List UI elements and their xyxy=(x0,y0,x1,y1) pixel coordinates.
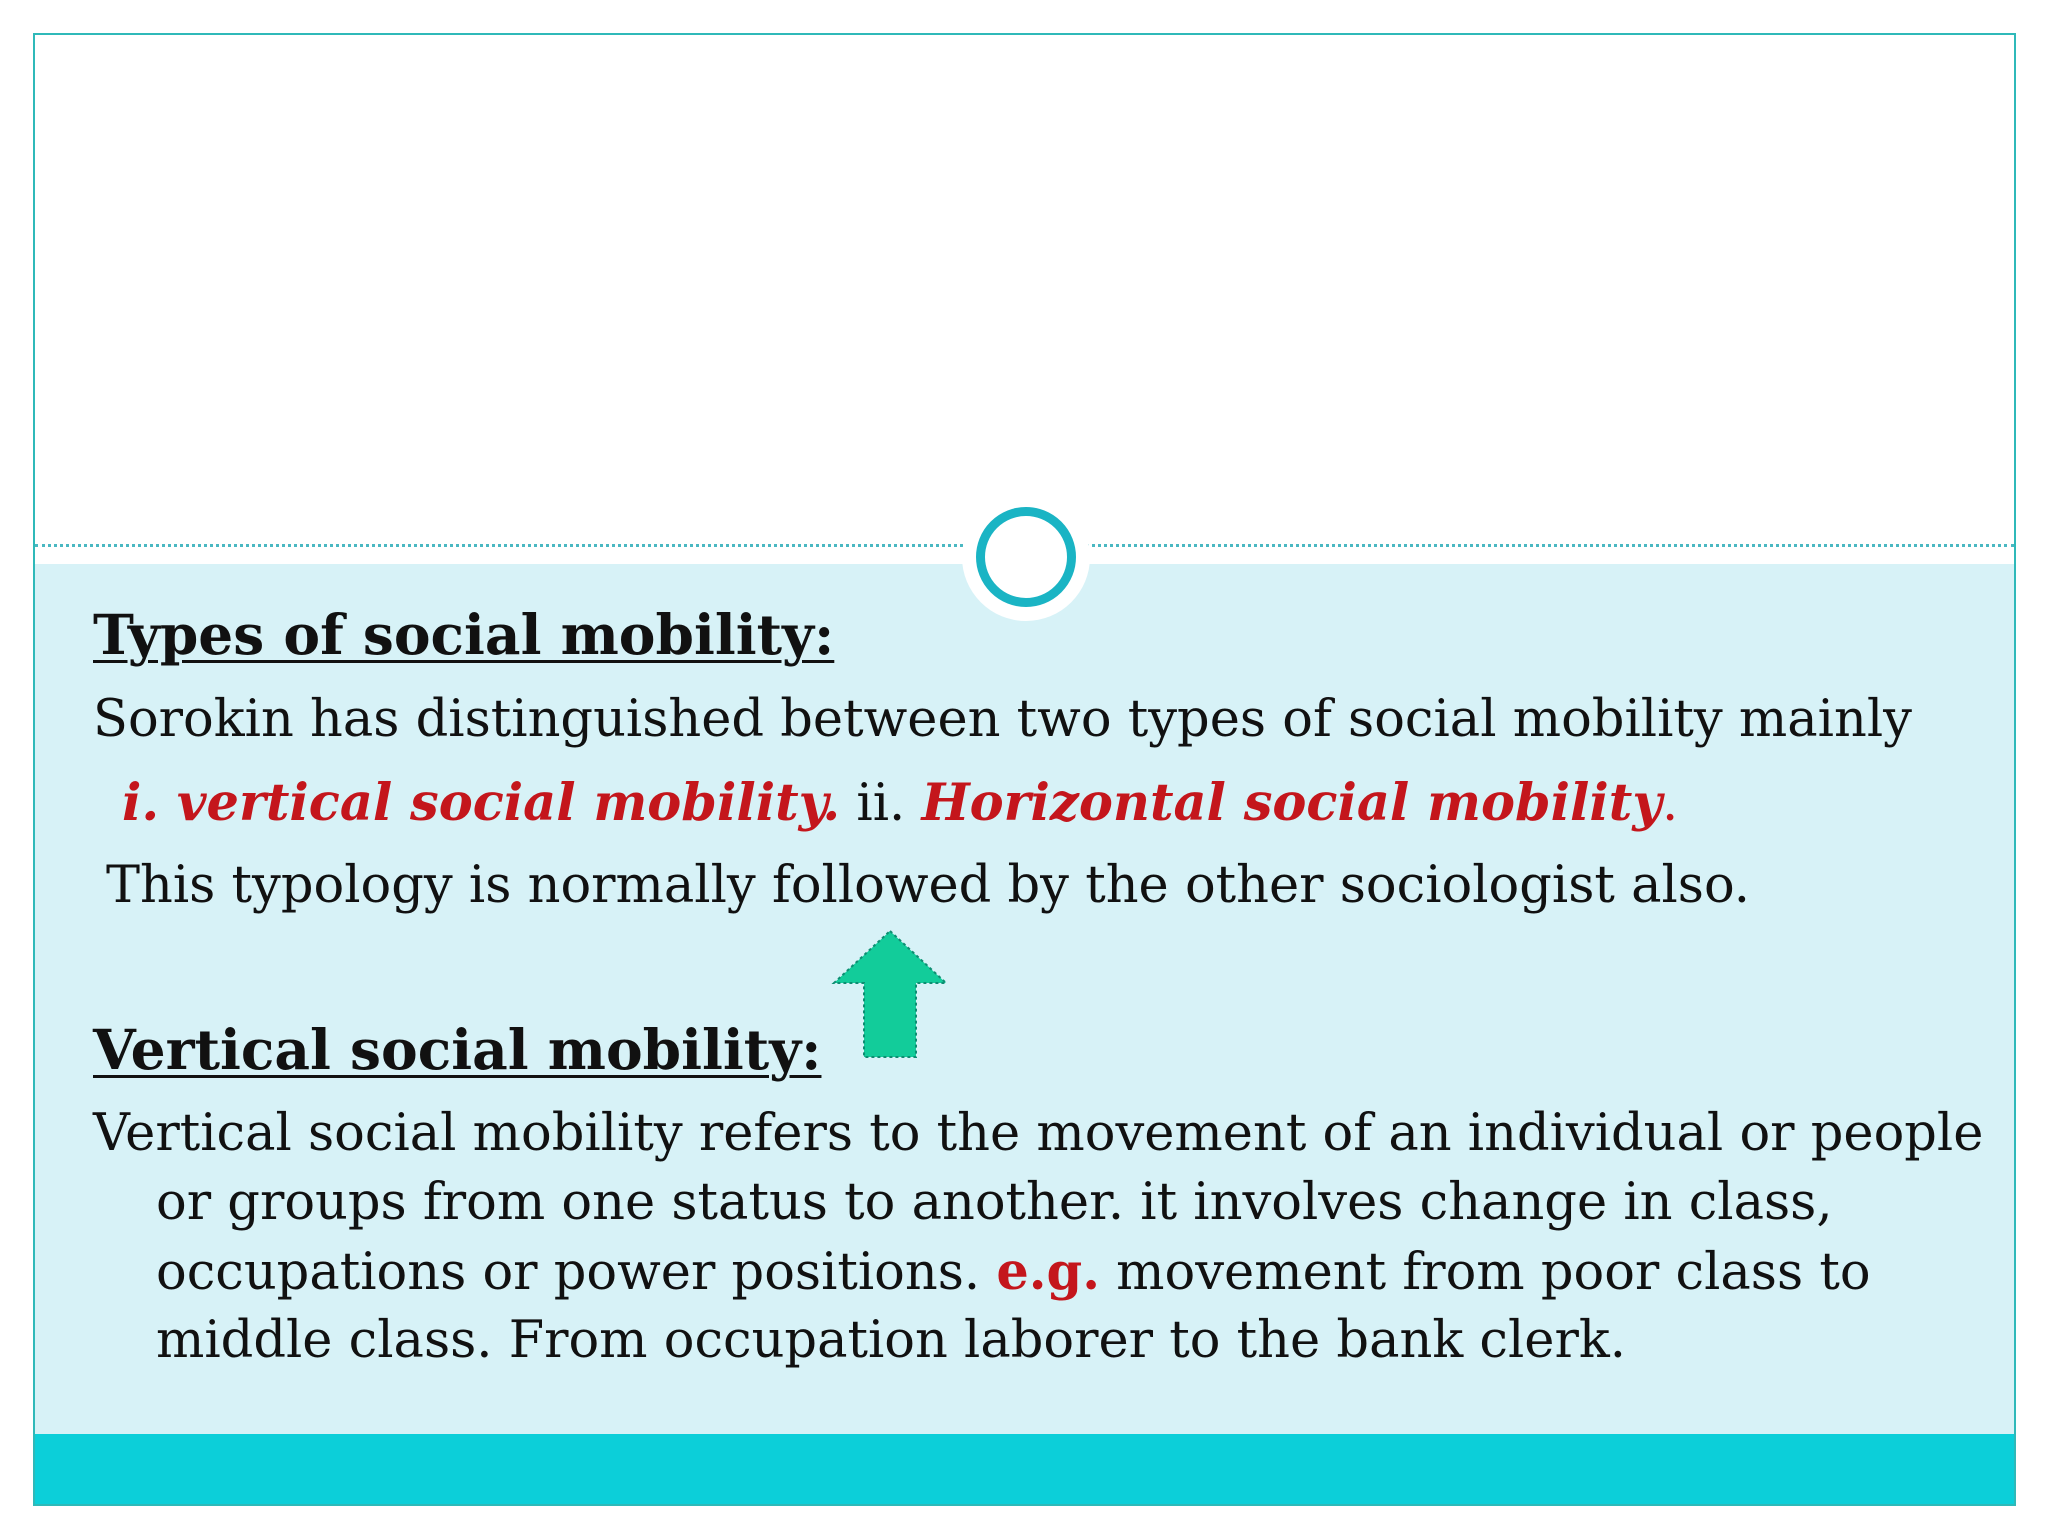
type-vertical: i. vertical social mobility. xyxy=(122,773,841,833)
type-two-prefix: ii. xyxy=(840,774,922,833)
types-heading: Types of social mobility: xyxy=(93,602,835,667)
up-arrow-icon xyxy=(830,927,950,1061)
vertical-line-3-before: occupations or power positions. xyxy=(156,1243,997,1302)
eg-highlight: e.g. xyxy=(996,1242,1100,1302)
circle-ring-icon xyxy=(976,507,1076,607)
vertical-line-1: Vertical social mobility refers to the movement of an individual or people xyxy=(93,1104,1984,1163)
footer-band xyxy=(35,1434,2014,1504)
vertical-line-3-after: movement from poor class to xyxy=(1099,1243,1871,1302)
vertical-line-2: or groups from one status to another. it involves change in class, xyxy=(156,1173,1833,1232)
vertical-line-3 xyxy=(156,1242,1871,1302)
vertical-heading: Vertical social mobility: xyxy=(93,1017,822,1082)
types-list-line xyxy=(122,773,1678,833)
type-two-suffix: . xyxy=(1661,774,1679,833)
type-horizontal: Horizontal social mobility xyxy=(921,773,1662,833)
vertical-line-4: middle class. From occupation laborer to the bank clerk. xyxy=(156,1311,1626,1370)
typology-note: This typology is normally followed by the other sociologist also. xyxy=(106,856,1750,915)
types-intro: Sorokin has distinguished between two types of social mobility mainly xyxy=(93,690,1912,749)
